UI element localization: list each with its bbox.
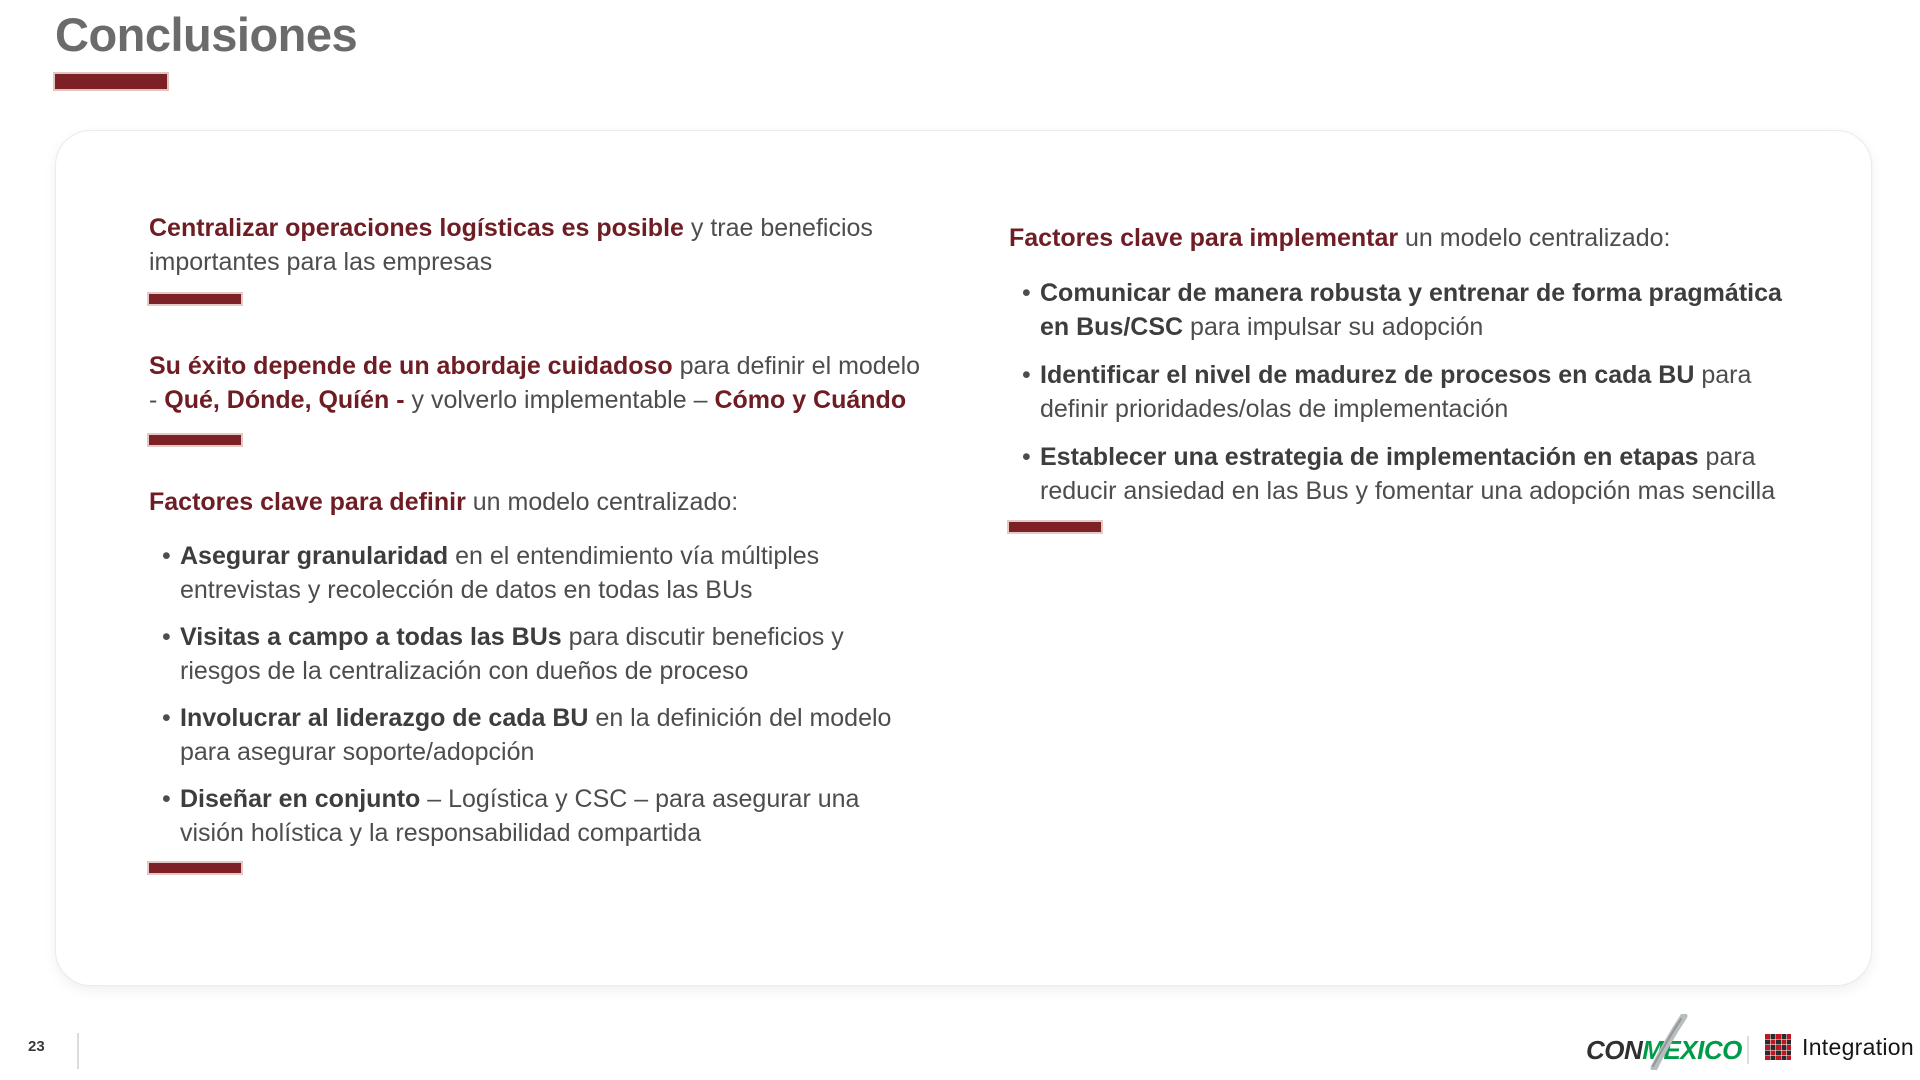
bullet-lead: Comunicar de manera robusta y entrenar de forma pragmática en Bus/CSC <box>1040 279 1782 341</box>
bullet-text: para definir prioridades/olas de implementación <box>1040 361 1752 423</box>
bullet-text: en el entendimiento vía múltiples entrevistas y recolección de datos en todas las BUs <box>180 542 820 604</box>
bullet-item <box>1009 358 1784 426</box>
right-column <box>1009 221 1784 532</box>
content-card <box>55 130 1872 986</box>
bullet-item <box>149 539 924 607</box>
bullet-text: para impulsar su adopción <box>1183 313 1484 341</box>
page-number: 23 <box>28 1038 45 1055</box>
bullet-item <box>149 782 924 850</box>
bullet-item <box>149 701 924 769</box>
statement-text: y trae beneficios importantes para las empresas <box>149 214 873 276</box>
footer-divider-line <box>77 1033 79 1069</box>
conmexico-logo <box>1586 1031 1742 1069</box>
bullet-lead: Identificar el nivel de madurez de procesos en cada BU <box>1040 361 1695 389</box>
statement-text: para definir el modelo - <box>149 352 921 414</box>
section-divider-bar <box>149 435 241 445</box>
integration-logo-label: Integration <box>1802 1033 1914 1060</box>
bullet-lead: Diseñar en conjunto <box>180 785 421 813</box>
bullet-list-definir <box>149 539 924 850</box>
integration-logo <box>1764 1033 1914 1061</box>
bullet-lead: Asegurar granularidad <box>180 542 449 570</box>
page-title: Conclusiones <box>55 8 358 61</box>
title-accent-bar <box>55 74 167 89</box>
section-divider-bar <box>1009 522 1101 532</box>
statement-emphasis: Qué, Dónde, Quíén - <box>164 386 412 414</box>
bullet-item <box>1009 276 1784 344</box>
bullet-text: – Logística y CSC – para asegurar una visión holística y la responsabilidad compartida <box>180 785 860 847</box>
section-divider-bar <box>149 294 241 304</box>
bullet-item <box>149 620 924 688</box>
heading-text: un modelo centralizado: <box>1398 224 1671 252</box>
bullet-text: para discutir beneficios y riesgos de la centralización con dueños de proceso <box>180 623 844 685</box>
conmexico-logo-text-green: MEXICO <box>1642 1034 1742 1065</box>
bullet-lead: Visitas a campo a todas las BUs <box>180 623 562 651</box>
bullet-lead: Establecer una estrategia de implementación en etapas <box>1040 443 1699 471</box>
heading-lead: Factores clave para implementar <box>1009 224 1399 252</box>
bullet-lead: Involucrar al liderazgo de cada BU <box>180 704 589 732</box>
bullet-item <box>1009 440 1784 508</box>
logo-divider-line <box>1747 1036 1749 1064</box>
section-divider-bar <box>149 863 241 873</box>
statement-exito <box>149 349 924 417</box>
statement-emphasis: Cómo y Cuándo <box>714 386 907 414</box>
bullet-list-implementar <box>1009 276 1784 508</box>
factors-heading-definir <box>149 485 924 519</box>
statement-lead: Centralizar operaciones logísticas es posible <box>149 214 684 242</box>
statement-lead: Su éxito depende de un abordaje cuidadoso <box>149 352 673 380</box>
bullet-text: en la definición del modelo para asegurar soporte/adopción <box>180 704 892 766</box>
factors-heading-implementar <box>1009 221 1784 255</box>
heading-lead: Factores clave para definir <box>149 488 466 516</box>
integration-checker-icon <box>1764 1033 1792 1061</box>
left-column <box>149 211 924 873</box>
bullet-text: para reducir ansiedad en las Bus y fomentar una adopción mas sencilla <box>1040 443 1776 505</box>
statement-centralizar <box>149 211 924 279</box>
statement-text: y volverlo implementable – <box>411 386 715 414</box>
heading-text: un modelo centralizado: <box>465 488 739 516</box>
conmexico-logo-text-dark: CON <box>1586 1034 1643 1065</box>
